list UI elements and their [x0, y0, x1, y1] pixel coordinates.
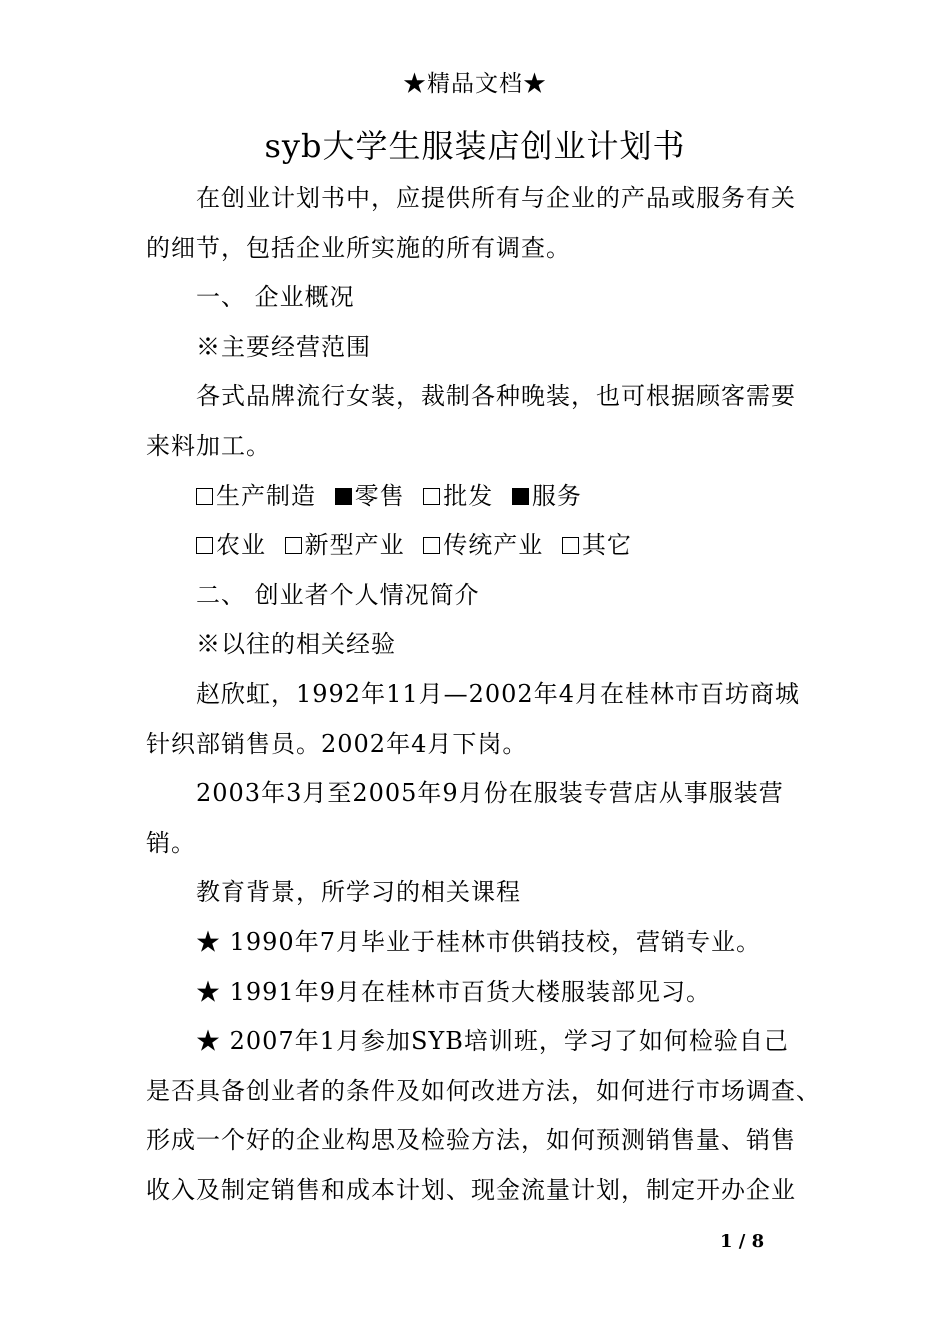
- education-item-1: ★ 1990年7月毕业于桂林市供销技校，营销专业。: [196, 927, 761, 956]
- checkbox-row-2: [146, 521, 826, 571]
- intro-line-2: 的细节，包括企业所实施的所有调查。: [146, 233, 571, 262]
- checkbox-label: 批发: [443, 481, 494, 510]
- checkbox-label: 农业: [216, 531, 266, 560]
- scope-line-1: 各式品牌流行女装，裁制各种晚装，也可根据顾客需要: [196, 382, 796, 411]
- experience-2-line-2: 销。: [146, 828, 196, 857]
- scope-line-2: 来料加工。: [146, 431, 271, 460]
- education-item-3-line-4: 收入及制定销售和成本计划、现金流量计划，制定开办企业: [146, 1175, 796, 1204]
- checkbox-checked-icon: [335, 488, 352, 505]
- checkbox-item: [196, 482, 316, 510]
- checkbox-icon: [196, 488, 213, 505]
- checkbox-checked-icon: [512, 488, 529, 505]
- education-heading: 教育背景，所学习的相关课程: [196, 878, 521, 907]
- experience-heading: ※以往的相关经验: [196, 630, 396, 659]
- checkbox-label: 传统产业: [443, 531, 544, 560]
- checkbox-item: [423, 531, 543, 559]
- checkbox-label: 生产制造: [216, 481, 316, 510]
- checkbox-label: 其它: [581, 531, 632, 560]
- scope-heading: ※主要经营范围: [196, 332, 371, 361]
- section-1-heading: 一、 企业概况: [196, 283, 355, 312]
- checkbox-icon: [562, 537, 579, 554]
- checkbox-item: [562, 531, 632, 559]
- education-item-3-line-2: 是否具备创业者的条件及如何改进方法，如何进行市场调查、: [146, 1076, 821, 1105]
- checkbox-item: [423, 482, 493, 510]
- experience-2-line-1: 2003年3月至2005年9月份在服装专营店从事服装营: [196, 779, 784, 808]
- education-item-3-line-3: 形成一个好的企业构思及检验方法，如何预测销售量、销售: [146, 1126, 796, 1155]
- checkbox-icon: [196, 537, 213, 554]
- document-body: [146, 174, 826, 1215]
- intro-line-1: 在创业计划书中，应提供所有与企业的产品或服务有关: [196, 184, 796, 212]
- checkbox-row-1: [146, 472, 826, 522]
- header-label: ★精品文档★: [403, 71, 547, 97]
- checkbox-item: [512, 482, 582, 510]
- checkbox-icon: [423, 537, 440, 554]
- checkbox-icon: [285, 537, 302, 554]
- experience-1-line-1: 赵欣虹，1992年11月—2002年4月在桂林市百坊商城: [196, 679, 800, 708]
- education-item-2: ★ 1991年9月在桂林市百货大楼服装部见习。: [196, 977, 711, 1006]
- experience-1-line-2: 针织部销售员。2002年4月下岗。: [146, 729, 528, 758]
- education-item-3-line-1: ★ 2007年1月参加SYB培训班，学习了如何检验自己: [196, 1027, 789, 1056]
- checkbox-label: 新型产业: [304, 531, 405, 560]
- checkbox-icon: [423, 488, 440, 505]
- section-2-heading: 二、 创业者个人情况简介: [196, 580, 480, 609]
- checkbox-item: [285, 531, 405, 559]
- checkbox-item: [196, 531, 266, 559]
- checkbox-label: 服务: [531, 481, 582, 510]
- page-number: 1 / 8: [720, 1231, 765, 1252]
- document-title: syb大学生服装店创业计划书: [264, 127, 686, 165]
- checkbox-label: 零售: [354, 481, 405, 510]
- checkbox-item: [335, 482, 405, 510]
